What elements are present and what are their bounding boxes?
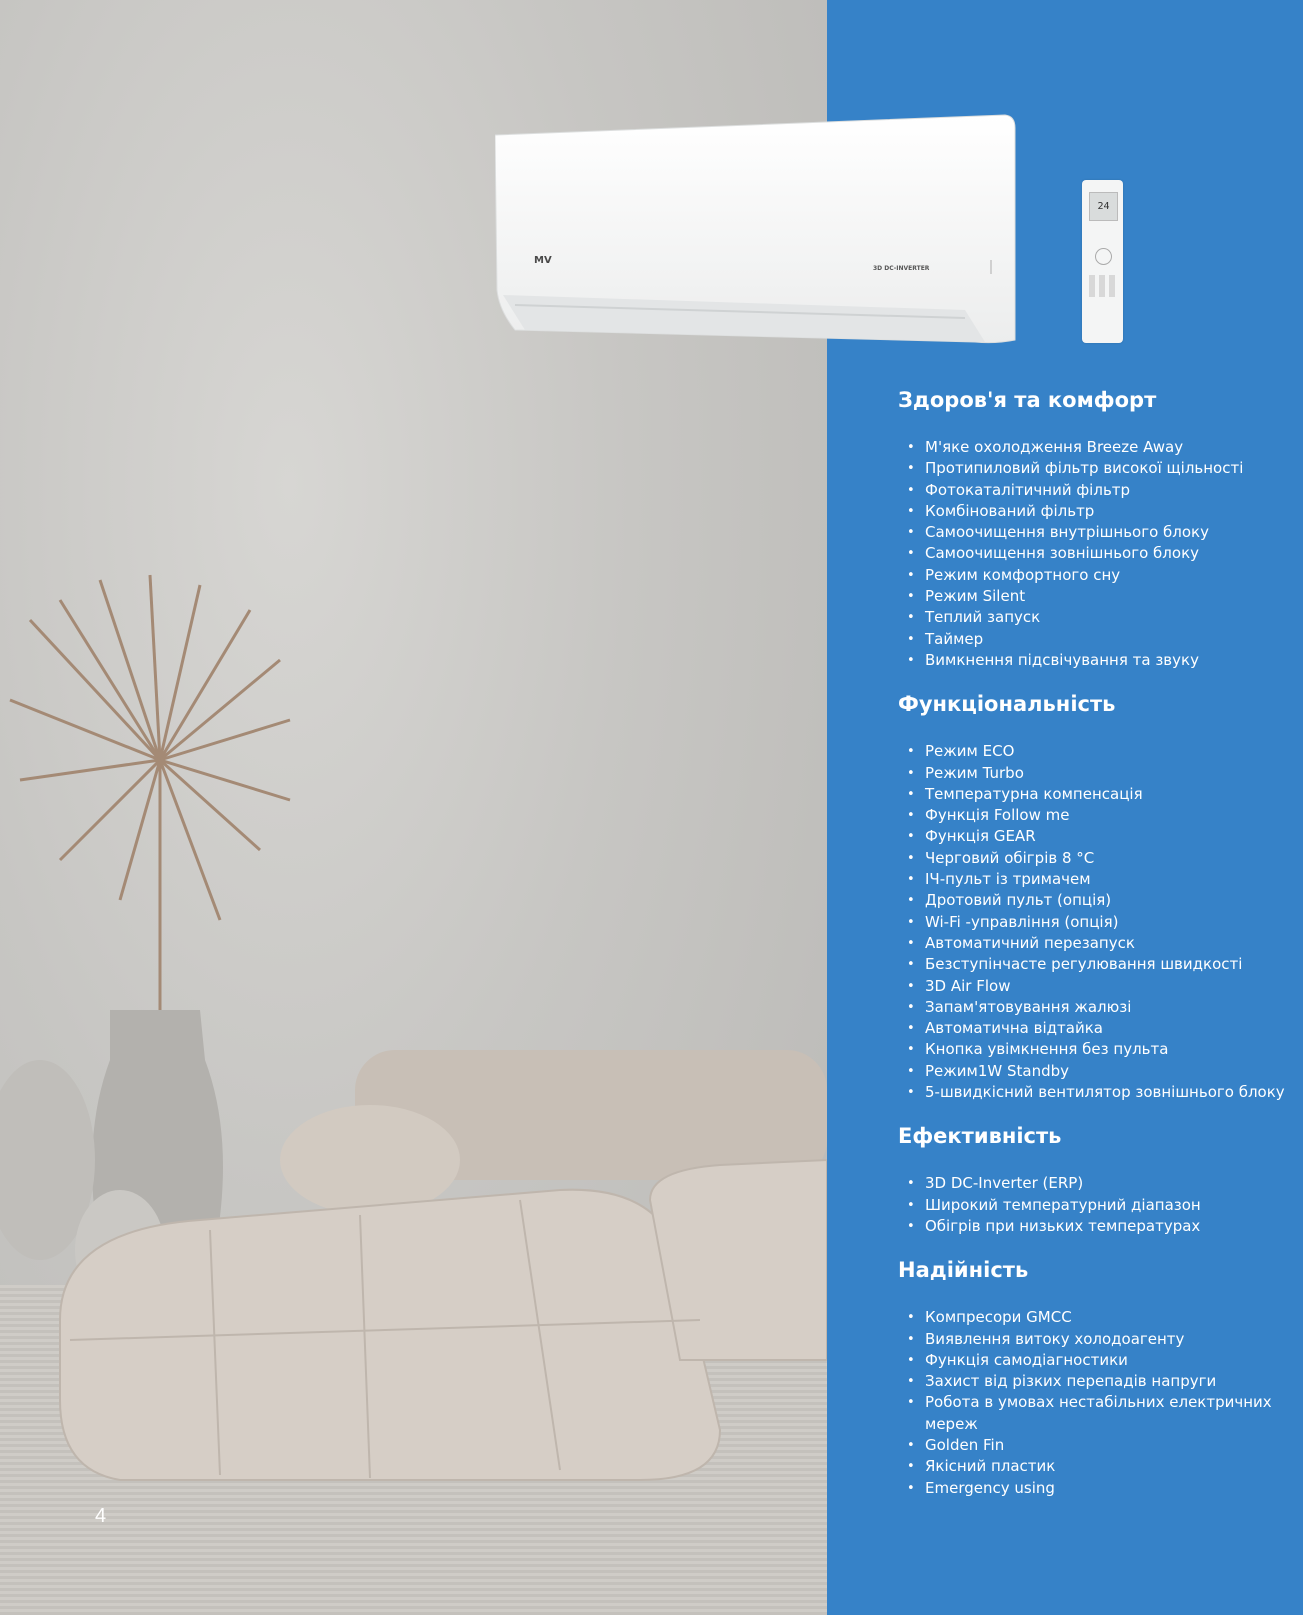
list-item: • Компресори GMCC [898, 1307, 1298, 1328]
section-title: Ефективність [898, 1124, 1062, 1149]
air-conditioner-unit [495, 110, 1035, 350]
list-item: • Протипиловий фільтр високої щільності [898, 458, 1298, 479]
section-efficiency [898, 1121, 1298, 1237]
sofa-armrest [280, 1105, 460, 1215]
list-item: • Режим комфортного сну [898, 565, 1298, 586]
list-item: • 5-швидкісний вентилятор зовнішнього блоку [898, 1082, 1298, 1103]
ac-brand-logo: MV [534, 255, 552, 266]
list-item: • Режим Turbo [898, 763, 1298, 784]
list-item: • Фотокаталітичний фільтр [898, 480, 1298, 501]
page-number: 4 [95, 1505, 107, 1527]
feature-list [898, 1173, 1298, 1237]
list-item: • Golden Fin [898, 1435, 1298, 1456]
list-item: • Дротовий пульт (опція) [898, 890, 1298, 911]
remote-control [1082, 180, 1123, 343]
palm-leaf-decoration [10, 575, 290, 1010]
list-item: • Температурна компенсація [898, 784, 1298, 805]
list-item: • 3D DC-Inverter (ERP) [898, 1173, 1298, 1194]
ac-model-label: 3D DC-INVERTER [873, 265, 930, 272]
feature-list [898, 1307, 1298, 1499]
list-item: • Самоочищення зовнішнього блоку [898, 543, 1298, 564]
feature-list [898, 437, 1298, 671]
list-item: • 3D Air Flow [898, 976, 1298, 997]
list-item: • Emergency using [898, 1478, 1298, 1499]
list-item: • Широкий температурний діапазон [898, 1195, 1298, 1216]
list-item: • Функція самодіагностики [898, 1350, 1298, 1371]
list-item: • Режим Silent [898, 586, 1298, 607]
features-content [898, 385, 1298, 1517]
list-item: • Обігрів при низьких температурах [898, 1216, 1298, 1237]
section-functionality [898, 689, 1298, 1103]
list-item: • Робота в умовах нестабільних електричних мереж [898, 1392, 1298, 1435]
list-item: • Вимкнення підсвічування та звуку [898, 650, 1298, 671]
list-item: • Теплий запуск [898, 607, 1298, 628]
list-item: • Виявлення витоку холодоагенту [898, 1329, 1298, 1350]
list-item: • Режим ECO [898, 741, 1298, 762]
remote-dial-icon [1095, 248, 1112, 265]
list-item: • Захист від різких перепадів напруги [898, 1371, 1298, 1392]
feature-list [898, 741, 1298, 1103]
list-item: • ІЧ-пульт із тримачем [898, 869, 1298, 890]
section-health-comfort [898, 385, 1298, 671]
list-item: • Комбінований фільтр [898, 501, 1298, 522]
list-item: • Таймер [898, 629, 1298, 650]
list-item: • Самоочищення внутрішнього блоку [898, 522, 1298, 543]
remote-display: 24 [1089, 192, 1118, 221]
list-item: • Автоматичний перезапуск [898, 933, 1298, 954]
section-title: Функціональність [898, 692, 1116, 717]
list-item: • Функція GEAR [898, 826, 1298, 847]
section-title: Здоров'я та комфорт [898, 388, 1157, 412]
list-item: • М'яке охолодження Breeze Away [898, 437, 1298, 458]
list-item: • Wi-Fi -управління (опція) [898, 912, 1298, 933]
list-item: • Автоматична відтайка [898, 1018, 1298, 1039]
list-item: • Режим1W Standby [898, 1061, 1298, 1082]
list-item: • Функція Follow me [898, 805, 1298, 826]
list-item: • Запам'ятовування жалюзі [898, 997, 1298, 1018]
section-title: Надійність [898, 1258, 1029, 1283]
list-item: • Безступінчасте регулювання швидкості [898, 954, 1298, 975]
list-item: • Якісний пластик [898, 1456, 1298, 1477]
remote-buttons-icon [1089, 275, 1116, 297]
list-item: • Черговий обігрів 8 °C [898, 848, 1298, 869]
section-reliability [898, 1255, 1298, 1499]
list-item: • Кнопка увімкнення без пульта [898, 1039, 1298, 1060]
